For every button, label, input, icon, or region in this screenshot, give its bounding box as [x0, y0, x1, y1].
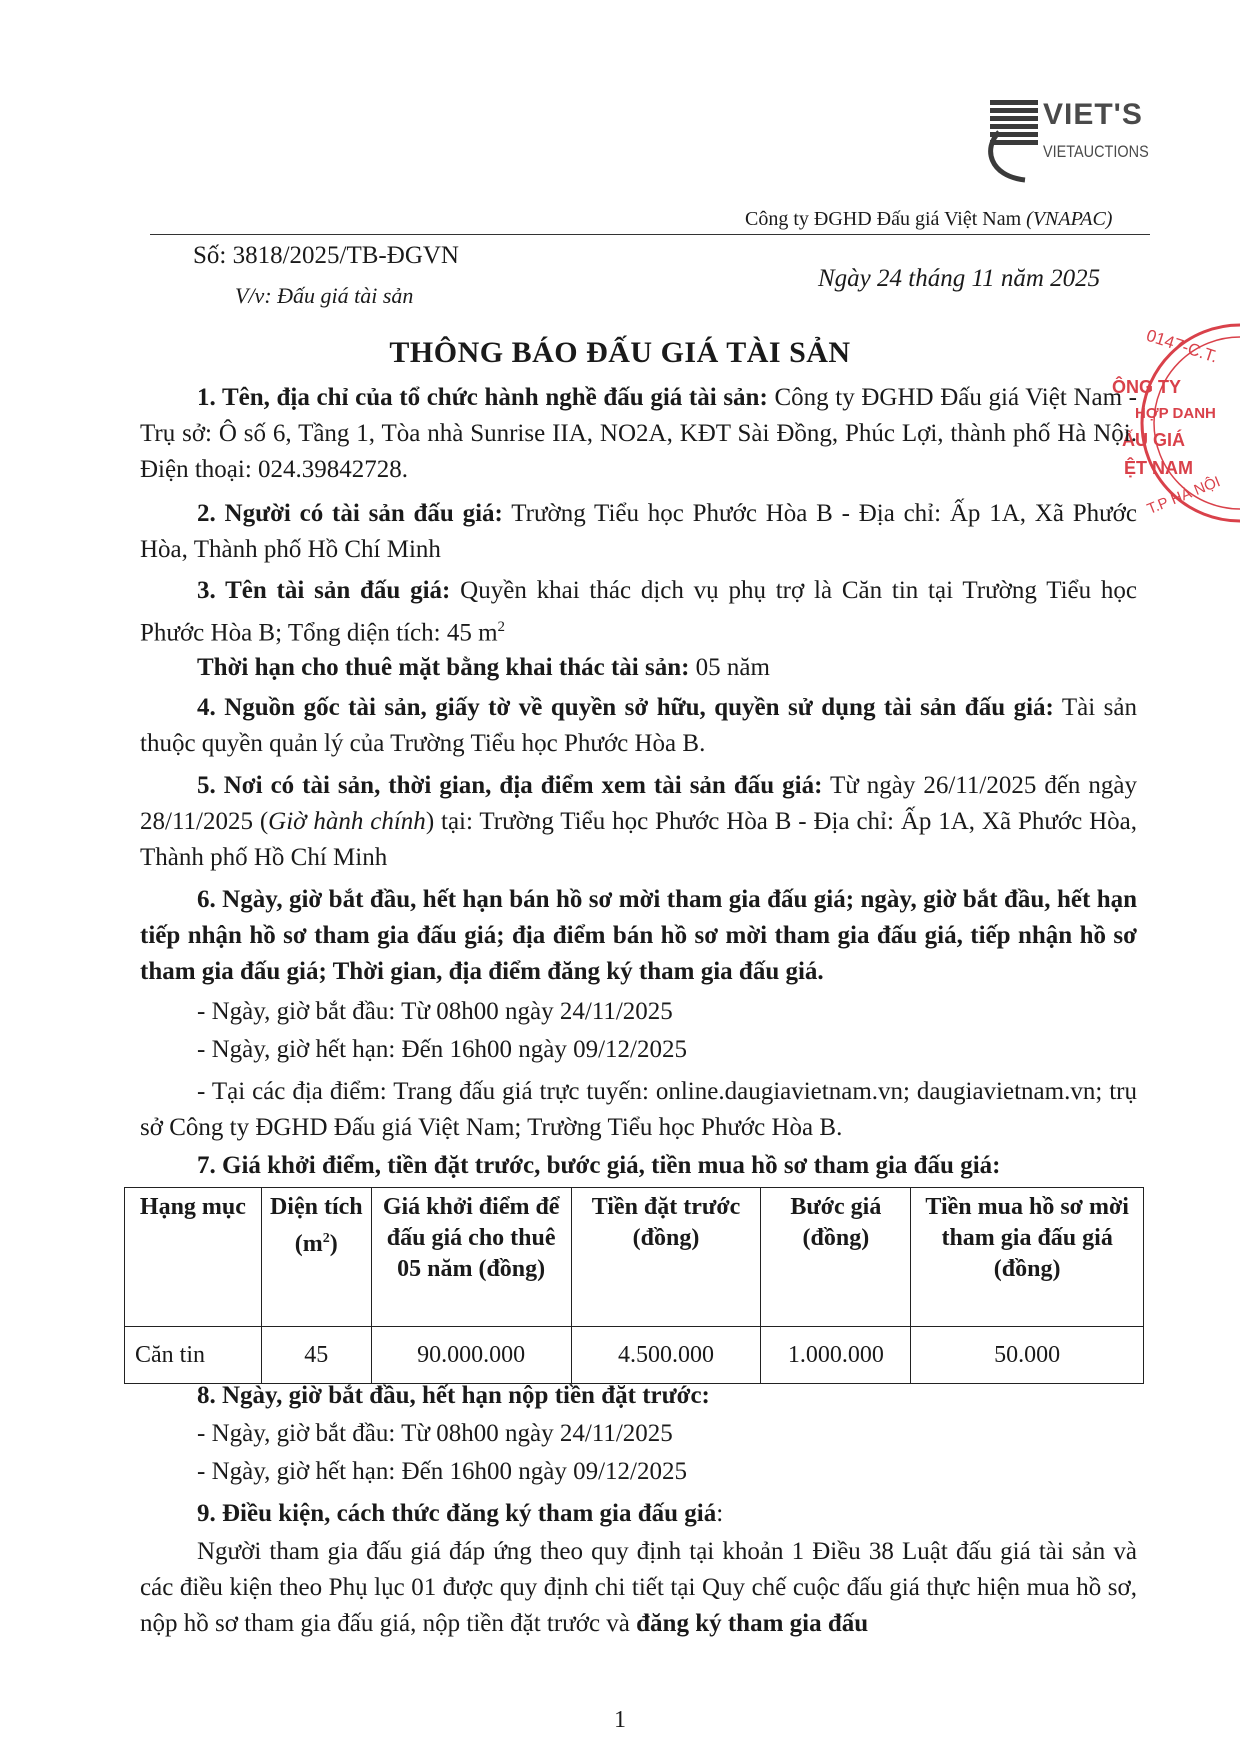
table-header-row — [125, 1188, 1144, 1327]
document-number: Số: 3818/2025/TB-ĐGVN — [193, 242, 459, 269]
page-number: 1 — [614, 1707, 626, 1733]
section-9-label: 9. Điều kiện, cách thức đăng ký tham gia đấu giá — [197, 1500, 717, 1527]
stamp-line2: HỢP DANH — [1135, 405, 1216, 422]
company-logo — [985, 98, 1149, 193]
company-line — [745, 208, 1112, 231]
section-3-label: 3. Tên tài sản đấu giá: — [197, 577, 451, 604]
section-5-text-a: Từ ngày 26/11/2025 đến ngày 28/11/2025 ( — [140, 772, 1137, 835]
stamp-line1: ÔNG TY — [1112, 377, 1182, 397]
section-8-end: - Ngày, giờ hết hạn: Đến 16h00 ngày 09/12/2025 — [197, 1458, 687, 1485]
section-3-text: Quyền khai thác dịch vụ phụ trợ là Căn tin tại Trường Tiểu học Phước Hòa B; Tổng diện tích: 45 m — [140, 577, 1138, 647]
header-deposit: Tiền đặt trước (đồng) — [571, 1188, 761, 1327]
section-3-lease — [140, 650, 1137, 686]
header-starting-price: Giá khởi điểm để đấu giá cho thuê 05 năm (đồng) — [371, 1188, 571, 1327]
section-9-bold: đăng ký tham gia đấu — [636, 1610, 869, 1637]
section-6-start: - Ngày, giờ bắt đầu: Từ 08h00 ngày 24/11/2025 — [197, 998, 673, 1025]
header-item: Hạng mục — [125, 1188, 262, 1327]
section-9-colon: : — [716, 1500, 724, 1527]
section-6-label: 6. Ngày, giờ bắt đầu, hết hạn bán hồ sơ mời tham gia đấu giá; ngày, giờ bắt đầu, hết hạn tiếp nhận hồ sơ tham gia đấu giá; địa điểm bán hồ sơ mời tham gia đấu giá, tiếp nhận hồ sơ tham gia đấu giá; Thời gian, địa điểm đăng ký tham gia đấu giá. — [140, 886, 1137, 985]
header-price-step: Bước giá (đồng) — [761, 1188, 911, 1327]
logo-subtitle: VIETAUCTIONS — [1043, 142, 1149, 161]
cell-item: Căn tin — [125, 1327, 262, 1384]
header-area-superscript: 2 — [322, 1231, 330, 1246]
section-2-text: Trường Tiểu học Phước Hòa B - Địa chỉ: Ấp 1A, Xã Phước Hòa, Thành phố Hồ Chí Minh — [140, 500, 1137, 563]
section-1-label: 1. Tên, địa chỉ của tổ chức hành nghề đấu giá tài sản: — [197, 384, 768, 411]
page-title: THÔNG BÁO ĐẤU GIÁ TÀI SẢN — [389, 336, 851, 369]
company-abbr: (VNAPAC) — [1026, 208, 1113, 230]
header-divider — [150, 234, 1150, 235]
section-7 — [140, 1148, 1137, 1184]
logo-brand: VIET'S — [1043, 98, 1143, 131]
section-4 — [140, 690, 1137, 762]
cell-price-step: 1.000.000 — [761, 1327, 911, 1384]
section-5 — [140, 768, 1137, 876]
section-8-start: - Ngày, giờ bắt đầu: Từ 08h00 ngày 24/11/2025 — [197, 1420, 673, 1447]
section-1 — [140, 380, 1137, 488]
section-3-lease-label: Thời hạn cho thuê mặt bằng khai thác tài sản: — [197, 654, 690, 681]
stamp-ring-bottom: T.P HÀ NỘI — [1144, 473, 1223, 518]
section-9 — [140, 1496, 1137, 1532]
section-1-text: Công ty ĐGHD Đấu giá Việt Nam - Trụ sở: Ô số 6, Tầng 1, Tòa nhà Sunrise IIA, NO2A, KĐT Sài Đồng, Phúc Lợi, thành phố Hà Nội. Điện thoại: 024.39842728. — [140, 384, 1138, 483]
cell-dossier-fee: 50.000 — [911, 1327, 1144, 1384]
section-8 — [140, 1378, 1137, 1414]
company-name: Công ty ĐGHD Đấu giá Việt Nam — [745, 208, 1022, 230]
section-5-label: 5. Nơi có tài sản, thời gian, địa điểm xem tài sản đấu giá: — [197, 772, 823, 799]
section-8-label: 8. Ngày, giờ bắt đầu, hết hạn nộp tiền đặt trước: — [197, 1382, 710, 1409]
stamp-ring-top: 0147-C.T. — [1144, 325, 1221, 367]
section-6-end: - Ngày, giờ hết hạn: Đến 16h00 ngày 09/12/2025 — [197, 1036, 687, 1063]
header-area — [261, 1188, 371, 1327]
stamp-line3: ẤU GIÁ — [1122, 430, 1185, 450]
section-6 — [140, 882, 1137, 990]
cell-starting-price: 90.000.000 — [371, 1327, 571, 1384]
section-2-label: 2. Người có tài sản đấu giá: — [197, 500, 503, 527]
section-4-text: Tài sản thuộc quyền quản lý của Trường Tiểu học Phước Hòa B. — [140, 694, 1137, 757]
section-2 — [140, 496, 1137, 568]
section-7-label: 7. Giá khởi điểm, tiền đặt trước, bước giá, tiền mua hồ sơ tham gia đấu giá: — [197, 1152, 1001, 1179]
header-dossier-fee: Tiền mua hồ sơ mời tham gia đấu giá (đồng) — [911, 1188, 1144, 1327]
section-5-text-b: ) tại: Trường Tiểu học Phước Hòa B - Địa chỉ: Ấp 1A, Xã Phước Hòa, Thành phố Hồ Chí Minh — [140, 808, 1137, 871]
section-4-label: 4. Nguồn gốc tài sản, giấy tờ về quyền sở hữu, quyền sử dụng tài sản đấu giá: — [197, 694, 1054, 721]
section-9-body — [140, 1534, 1137, 1642]
section-3-superscript: 2 — [497, 619, 506, 635]
fee-table — [124, 1187, 1144, 1384]
header-area-close: ) — [329, 1231, 338, 1257]
section-3-lease-text: 05 năm — [695, 654, 770, 681]
stamp-line4: ỆT NAM — [1124, 458, 1193, 478]
section-5-italic: Giờ hành chính — [268, 808, 426, 835]
document-date: Ngày 24 tháng 11 năm 2025 — [818, 265, 1101, 292]
document-subject: V/v: Đấu giá tài sản — [235, 283, 414, 308]
section-6-places: - Tại các địa điểm: Trang đấu giá trực tuyến: online.daugiavietnam.vn; daugiavietnam.vn; trụ sở Công ty ĐGHD Đấu giá Việt Nam; Trường Tiểu học Phước Hòa B. — [140, 1078, 1137, 1141]
table-row — [125, 1327, 1144, 1384]
section-3 — [140, 573, 1137, 651]
cell-area: 45 — [261, 1327, 371, 1384]
header-area-text: Diện tích (m — [269, 1194, 363, 1257]
section-9-text: Người tham gia đấu giá đáp ứng theo quy định tại khoản 1 Điều 38 Luật đấu giá tài sản và các điều kiện theo Phụ lục 01 được quy định chi tiết tại Quy chế cuộc đấu giá thực hiện mua hồ sơ, nộp hồ sơ tham gia đấu giá, nộp tiền đặt trước và — [140, 1538, 1137, 1637]
logo-swoosh-icon — [985, 128, 1045, 188]
cell-deposit: 4.500.000 — [571, 1327, 761, 1384]
